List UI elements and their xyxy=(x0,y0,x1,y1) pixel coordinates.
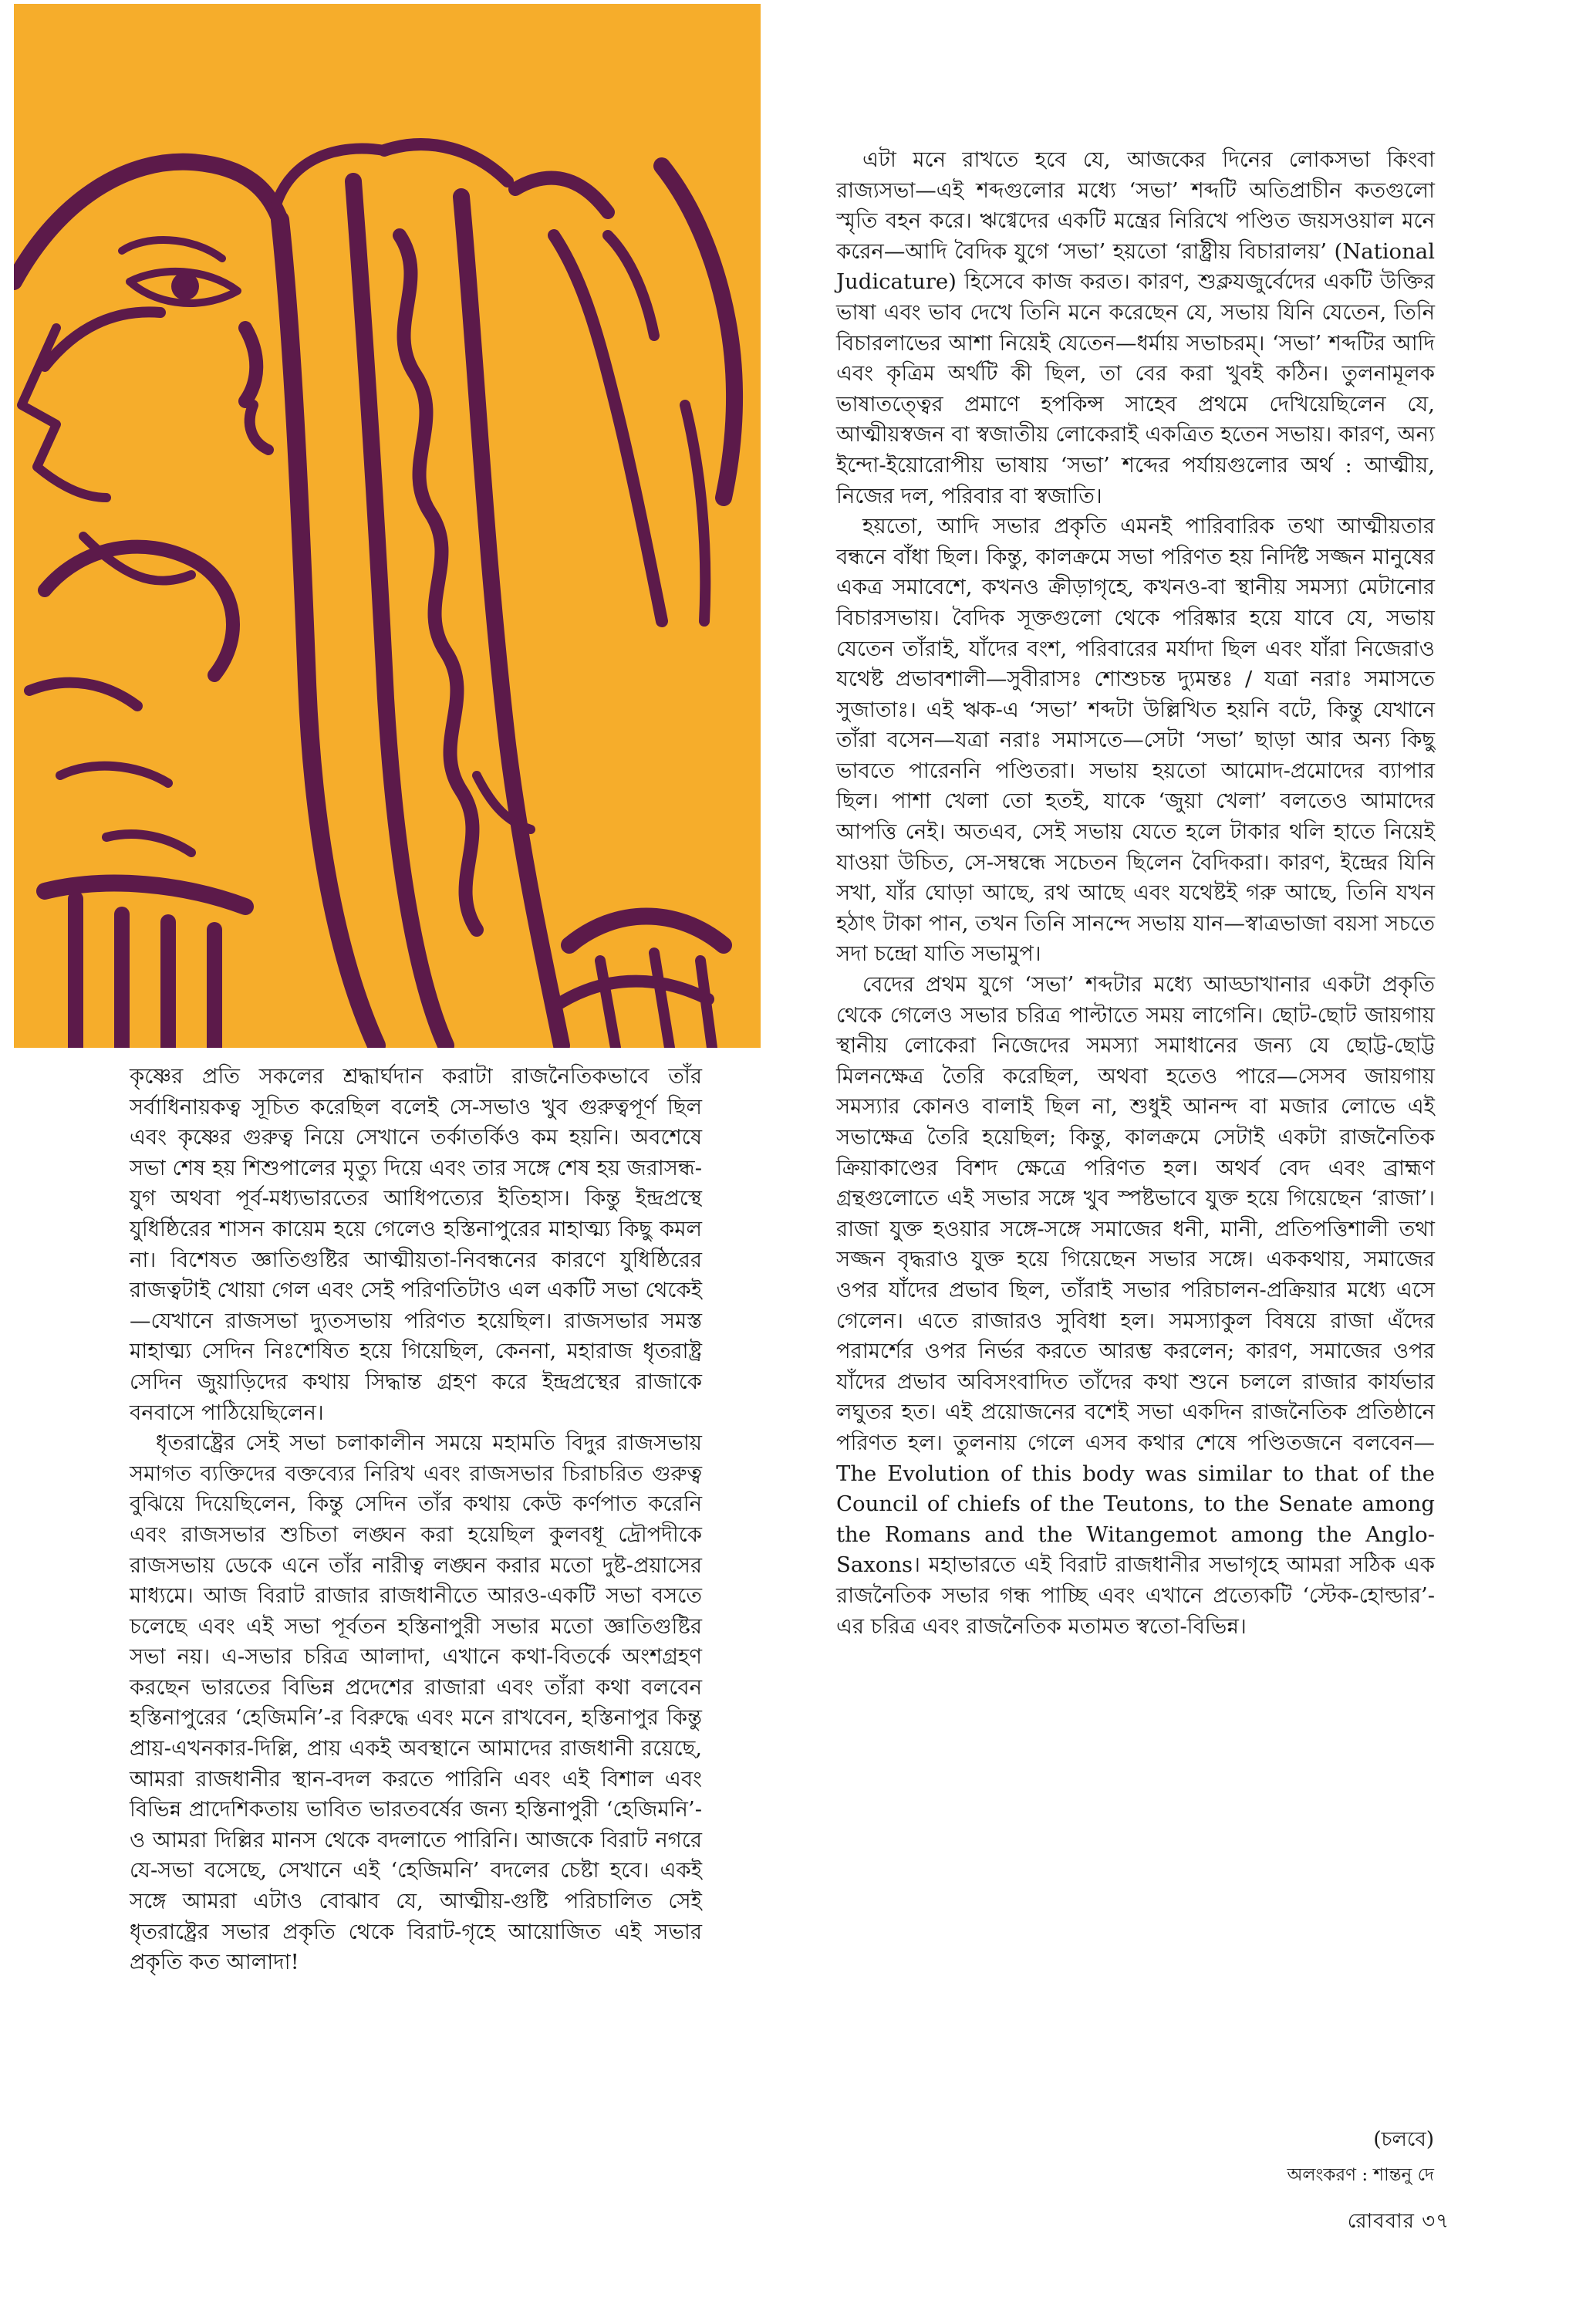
right-paragraph-2: হয়তো, আদি সভার প্রকৃতি এমনই পারিবারিক তথা আত্মীয়তার বন্ধনে বাঁধা ছিল। কিন্তু, কালক্রমে সভা পরিণত হয় নির্দিষ্ট সজ্জন মানুষের একত্র সমাবেশে, কখনও ক্রীড়াগৃহে, কখনও-বা স্থানীয় সমস্যা মেটানোর বিচারসভায়। বৈদিক সূক্তগুলো থেকে পরিষ্কার হয়ে যাবে যে, সভায় যেতেন তাঁরাই, যাঁদের বংশ, পরিবারের মর্যাদা ছিল এবং যাঁরা নিজেরাও যথেষ্ট প্রভাবশালী—সুবীরাসঃ শোশুচন্ত দ্যুমন্তঃ / যত্রা নরাঃ সমাসতে সুজাতাঃ। এই ঋক-এ ‘সভা’ শব্দটা উল্লিখিত হয়নি বটে, কিন্তু যেখানে তাঁরা বসেন—যত্রা নরাঃ সমাসতে—সেটা ‘সভা’ ছাড়া আর অন্য কিছু ভাবতে পারেননি পণ্ডিতরা। সভায় হয়তো আমোদ-প্রমোদের ব্যাপার ছিল। পাশা খেলা তো হতই, যাকে ‘জুয়া খেলা’ বলতেও আমাদের আপত্তি নেই। অতএব, সেই সভায় যেতে হলে টাকার থলি হাতে নিয়েই যাওয়া উচিত, সে-সম্বন্ধে সচেতন ছিলেন বৈদিকরা। কারণ, ইন্দ্রের যিনি সখা, যাঁর ঘোড়া আছে, রথ আছে এবং যথেষ্টই গরু আছে, তিনি যখন হঠাৎ টাকা পান, তখন তিনি সানন্দে সভায় যান—স্বাত্রভাজা বয়সা সচতে সদা চন্দ্রো যাতি সভামুপ। xyxy=(836,514,1435,967)
article-left-column xyxy=(130,1062,702,1978)
left-paragraph-2: ধৃতরাষ্ট্রের সেই সভা চলাকালীন সময়ে মহামতি বিদুর রাজসভায় সমাগত ব্যক্তিদের বক্তব্যের নিরিখ এবং রাজসভার চিরাচরিত গুরুত্ব বুঝিয়ে দিয়েছিলেন, কিন্তু সেদিন তাঁর কথায় কেউ কর্ণপাত করেনি এবং রাজসভার শুচিতা লঙ্ঘন করা হয়েছিল কুলবধূ দ্রৌপদীকে রাজসভায় ডেকে এনে তাঁর নারীত্ব লঙ্ঘন করার মতো দুষ্ট-প্রয়াসের মাধ্যমে। আজ বিরাট রাজার রাজধানীতে আরও-একটি সভা বসতে চলেছে এবং এই সভা পূর্বতন হস্তিনাপুরী সভার মতো জ্ঞাতিগুষ্টির সভা নয়। এ-সভার চরিত্র আলাদা, এখানে কথা-বিতর্কে অংশগ্রহণ করছেন ভারতের বিভিন্ন প্রদেশের রাজারা এবং তাঁরা কথা বলবেন হস্তিনাপুরের ‘হেজিমনি’-র বিরুদ্ধে এবং মনে রাখবেন, হস্তিনাপুর কিন্তু প্রায়-এখনকার-দিল্লি, প্রায় একই অবস্থানে আমাদের রাজধানী রয়েছে, আমরা রাজধানীর স্থান-বদল করতে পারিনি এবং এই বিশাল এবং বিভিন্ন প্রাদেশিকতায় ভাবিত ভারতবর্ষের জন্য হস্তিনাপুরী ‘হেজিমনি’-ও আমরা দিল্লির মানস থেকে বদলাতে পারিনি। আজকে বিরাট নগরে যে-সভা বসেছে, সেখানে এই ‘হেজিমনি’ বদলের চেষ্টা হবে। একই সঙ্গে আমরা এটাও বোঝাব যে, আত্মীয়-গুষ্টি পরিচালিত সেই ধৃতরাষ্ট্রের সভার প্রকৃতি থেকে বিরাট-গৃহে আয়োজিত এই সভার প্রকৃতি কত আলাদা! xyxy=(130,1431,702,1975)
woman-figure-illustration-icon xyxy=(14,4,761,1048)
continued-label: (চলবে) xyxy=(1373,2128,1434,2151)
right-paragraph-3: বেদের প্রথম যুগে ‘সভা’ শব্দটার মধ্যে আড্ডাখানার একটা প্রকৃতি থেকে গেলেও সভার চরিত্র পাল্টাতে সময় লাগেনি। ছোট-ছোট জায়গায় স্থানীয় লোকেরা নিজেদের সমস্যা সমাধানের জন্য যে ছোট্ট-ছোট্ট মিলনক্ষেত্র তৈরি করেছিল, অথবা হতেও পারে—সেসব জায়গায় সমস্যার কোনও বালাই ছিল না, শুধুই আনন্দ বা মজার লোভে এই সভাক্ষেত্র তৈরি হয়েছিল; কিন্তু, কালক্রমে সেটাই একটা রাজনৈতিক ক্রিয়াকাণ্ডের বিশদ ক্ষেত্রে পরিণত হল। অথর্ব বেদ এবং ব্রাহ্মণ গ্রন্থগুলোতে এই সভার সঙ্গে খুব স্পষ্টভাবে যুক্ত হয়ে গিয়েছেন ‘রাজা’। রাজা যুক্ত হওয়ার সঙ্গে-সঙ্গে সমাজের ধনী, মানী, প্রতিপত্তিশালী তথা সজ্জন বৃদ্ধরাও যুক্ত হয়ে গিয়েছেন সভার সঙ্গে। এককথায়, সমাজের ওপর যাঁদের প্রভাব ছিল, তাঁরাই সভার পরিচালন-প্রক্রিয়ার মধ্যে এসে গেলেন। এতে রাজারও সুবিধা হল। সমস্যাকুল বিষয়ে রাজা এঁদের পরামর্শের ওপর নির্ভর করতে আরম্ভ করলেন; কারণ, সমাজের ওপর যাঁদের প্রভাব অবিসংবাদিত তাঁদের কথা শুনে চললে রাজার কার্যভার লঘুতর হত। এই প্রয়োজনের বশেই সভা একদিন রাজনৈতিক প্রতিষ্ঠানে পরিণত হল। তুলনায় গেলে এসব কথার শেষে পণ্ডিতজনে বলবেন—The Evolution of this body was similar to that of the Council of chiefs of the Teutons, to the Senate among the Romans and the Witangemot among the Anglo-Saxons। মহাভারতে এই বিরাট রাজধানীর সভাগৃহে আমরা সঠিক এক রাজনৈতিক সভার গন্ধ পাচ্ছি এবং এখানে প্রত্যেকটি ‘স্টেক-হোল্ডার’-এর চরিত্র এবং রাজনৈতিক মতামত স্বতো-বিভিন্ন। xyxy=(836,972,1435,1639)
article-right-column xyxy=(836,145,1435,1642)
illustration-credit: অলংকরণ : শান্তনু দে xyxy=(1287,2165,1434,2185)
article-illustration xyxy=(14,4,761,1048)
right-paragraph-1: এটা মনে রাখতে হবে যে, আজকের দিনের লোকসভা কিংবা রাজ্যসভা—এই শব্দগুলোর মধ্যে ‘সভা’ শব্দটি অতিপ্রাচীন কতগুলো স্মৃতি বহন করে। ঋগ্বেদের একটি মন্ত্রের নিরিখে পণ্ডিত জয়সওয়াল মনে করেন—আদি বৈদিক যুগে ‘সভা’ হয়তো ‘রাষ্ট্রীয় বিচারালয়’ (National Judicature) হিসেবে কাজ করত। কারণ, শুক্লযজুর্বেদের একটি উক্তির ভাষা এবং ভাব দেখে তিনি মনে করেছেন যে, সভায় যিনি যেতেন, তিনি বিচারলাভের আশা নিয়েই যেতেন—ধর্মায় সভাচরম্। ‘সভা’ শব্দটির আদি এবং কৃত্রিম অর্থটি কী ছিল, তা বের করা খুবই কঠিন। তুলনামূলক ভাষাতত্ত্বের প্রমাণে হপকিন্স সাহেব প্রথমে দেখিয়েছিলেন যে, আত্মীয়স্বজন বা স্বজাতীয় লোকেরাই একত্রিত হতেন সভায়। কারণ, অন্য ইন্দো-ইয়োরোপীয় ভাষায় ‘সভা’ শব্দের পর্যায়গুলোর অর্থ : আত্মীয়, নিজের দল, পরিবার বা স্বজাতি। xyxy=(836,147,1435,508)
page-number: রোববার ৩৭ xyxy=(1347,2210,1449,2233)
left-paragraph-1: কৃষ্ণের প্রতি সকলের শ্রদ্ধার্ঘদান করাটা রাজনৈতিকভাবে তাঁর সর্বাধিনায়কত্ব সূচিত করেছিল বলেই সে-সভাও খুব গুরুত্বপূর্ণ ছিল এবং কৃষ্ণের গুরুত্ব নিয়ে সেখানে তর্কাতর্কিও কম হয়নি। অবশেষে সভা শেষ হয় শিশুপালের মৃত্যু দিয়ে এবং তার সঙ্গে শেষ হয় জরাসন্ধ-যুগ অথবা পূর্ব-মধ্যভারতের আধিপত্যের ইতিহাস। কিন্তু ইন্দ্রপ্রস্থে যুধিষ্ঠিরের শাসন কায়েম হয়ে গেলেও হস্তিনাপুরের মাহাত্ম্য কিছু কমল না। বিশেষত জ্ঞাতিগুষ্টির আত্মীয়তা-নিবন্ধনের কারণে যুধিষ্ঠিরের রাজত্বটাই খোয়া গেল এবং সেই পরিণতিটাও এল একটি সভা থেকেই—যেখানে রাজসভা দ্যুতসভায় পরিণত হয়েছিল। রাজসভার সমস্ত মাহাত্ম্য সেদিন নিঃশেষিত হয়ে গিয়েছিল, কেননা, মহারাজ ধৃতরাষ্ট্র সেদিন জুয়াড়িদের কথায় সিদ্ধান্ত গ্রহণ করে ইন্দ্রপ্রস্থের রাজাকে বনবাসে পাঠিয়েছিলেন। xyxy=(130,1064,702,1425)
